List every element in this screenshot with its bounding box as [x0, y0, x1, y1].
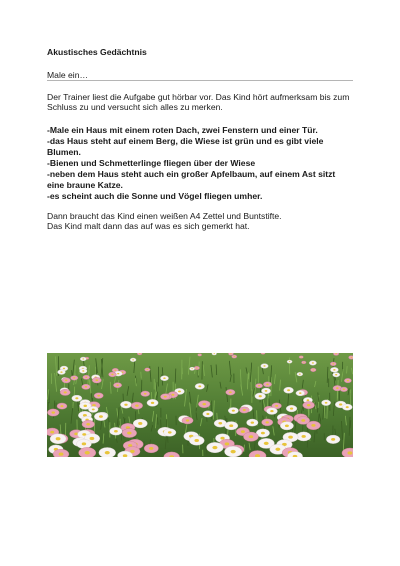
- flower: [256, 384, 263, 388]
- flower: [280, 422, 293, 430]
- meadow-illustration: [47, 353, 353, 457]
- flower: [120, 401, 131, 408]
- intro-paragraph: Der Trainer liest die Aufgabe gut hörbar vor. Das Kind hört aufmerksam bis zum Schluss zu und versucht sich alles zu merken.: [47, 92, 350, 113]
- flower: [83, 375, 90, 379]
- flower: [71, 376, 78, 381]
- flower: [333, 353, 339, 355]
- grass-blade: [141, 372, 142, 379]
- flower: [309, 361, 316, 365]
- flower: [190, 367, 195, 370]
- flower: [297, 372, 303, 376]
- flower: [226, 389, 235, 395]
- document-subtitle: Male ein…: [47, 70, 89, 80]
- flower: [113, 383, 121, 388]
- flower: [261, 364, 268, 369]
- divider-line: [47, 80, 353, 81]
- flower: [261, 388, 270, 394]
- flower: [160, 394, 170, 400]
- flower: [326, 435, 340, 443]
- outro-line: Das Kind malt dann das auf was es sich gemerkt hat.: [47, 221, 250, 232]
- flower: [203, 411, 213, 417]
- flower: [330, 367, 338, 372]
- flower: [72, 395, 82, 401]
- flower: [82, 420, 95, 428]
- flower: [349, 356, 353, 360]
- flower: [122, 429, 137, 438]
- task-item: -es scheint auch die Sonne und Vögel fliegen umher.: [47, 191, 263, 201]
- grass-blade: [175, 369, 176, 383]
- flower: [322, 400, 331, 406]
- flower: [144, 444, 158, 453]
- flower: [92, 377, 101, 383]
- flower: [50, 434, 66, 444]
- flower: [58, 370, 66, 375]
- flower: [147, 399, 158, 406]
- flower: [133, 419, 147, 428]
- flower: [194, 366, 200, 369]
- flower: [160, 376, 168, 381]
- flower: [189, 436, 204, 445]
- flower: [164, 429, 176, 437]
- flower: [79, 447, 96, 457]
- flower: [296, 432, 311, 441]
- flower: [340, 387, 347, 392]
- flower: [330, 362, 336, 366]
- flower: [243, 432, 258, 441]
- flower: [130, 358, 136, 362]
- flower: [344, 378, 351, 382]
- flower: [225, 422, 238, 430]
- flower: [141, 391, 150, 397]
- grass-blade: [216, 364, 217, 375]
- flower: [225, 446, 242, 457]
- task-item: -Male ein Haus mit einem roten Dach, zwei Fenstern und einer Tür.: [47, 125, 318, 135]
- grass-blade: [347, 366, 348, 373]
- flower: [94, 412, 107, 420]
- flower: [262, 419, 273, 426]
- task-item: -neben dem Haus steht auch ein großer Apfelbaum, auf einem Ast sitzt eine braune Katze.: [47, 169, 336, 190]
- flower: [232, 355, 237, 358]
- flower: [80, 357, 86, 361]
- flower: [99, 447, 116, 457]
- flower: [228, 407, 238, 413]
- flower: [131, 402, 143, 409]
- flower: [303, 402, 315, 409]
- flower: [287, 360, 292, 363]
- flower: [198, 400, 210, 407]
- flower: [137, 353, 142, 355]
- flower: [94, 393, 103, 399]
- flower: [47, 409, 59, 416]
- flower: [302, 361, 307, 364]
- flower: [76, 439, 91, 448]
- flower: [88, 406, 98, 412]
- task-list: [47, 125, 353, 202]
- flower: [263, 382, 271, 387]
- flower: [57, 403, 67, 409]
- flower: [261, 353, 265, 354]
- flower: [62, 378, 70, 383]
- flower: [207, 442, 224, 452]
- flower: [266, 408, 277, 415]
- flower: [333, 372, 340, 376]
- flower: [195, 383, 204, 389]
- flower: [212, 353, 217, 355]
- flower: [255, 393, 266, 400]
- flower: [80, 369, 87, 374]
- flower: [307, 421, 321, 430]
- outro-paragraph: [47, 211, 353, 232]
- flower: [110, 427, 123, 435]
- task-item: -Bienen und Schmetterlinge fliegen über der Wiese: [47, 158, 256, 168]
- flower: [82, 384, 91, 389]
- flower: [182, 417, 193, 424]
- flower-meadow-photo: [47, 353, 353, 457]
- flower: [310, 368, 316, 372]
- flower: [286, 405, 297, 412]
- task-item: -das Haus steht auf einem Berg, die Wiese ist grün und es gibt viele Blumen.: [47, 136, 324, 157]
- outro-line: Dann braucht das Kind einen weißen A4 Zettel und Buntstifte.: [47, 211, 282, 221]
- flower: [284, 387, 294, 393]
- flower: [145, 368, 151, 371]
- flower: [60, 389, 70, 395]
- flower: [198, 354, 202, 356]
- flower: [109, 372, 117, 377]
- flower: [299, 356, 303, 359]
- flower: [296, 390, 305, 395]
- flower: [247, 419, 258, 426]
- flower: [239, 407, 249, 413]
- flower: [342, 404, 352, 410]
- document-title: Akustisches Gedächtnis: [47, 47, 147, 57]
